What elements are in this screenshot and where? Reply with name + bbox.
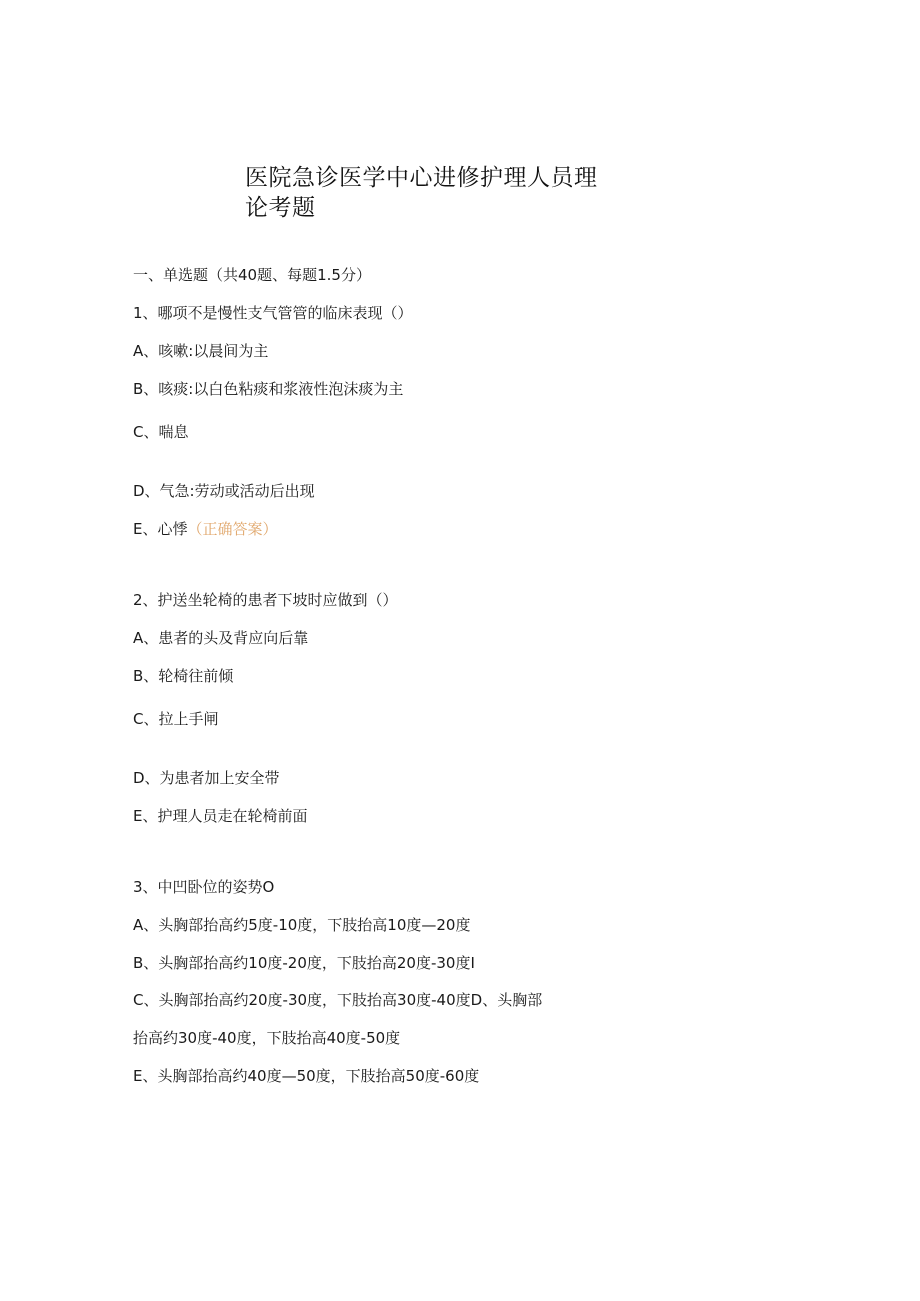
question-1-option-a: A、咳嗽:以晨间为主: [133, 342, 269, 360]
section-heading: 一、单选题（共40题、每题1.5分）: [133, 266, 371, 284]
correct-answer-tag: （正确答案）: [187, 520, 278, 538]
question-3-option-b: B、头胸部抬高约10度-20度，下肢抬高20度-30度I: [133, 954, 475, 972]
question-2-option-a: A、患者的头及背应向后靠: [133, 629, 309, 647]
question-1-option-b: B、咳痰:以白色粘痰和浆液性泡沫痰为主: [133, 380, 404, 398]
document-title: 医院急诊医学中心进修护理人员理论考题: [245, 165, 598, 221]
question-3-option-c-d-line1: C、头胸部抬高约20度-30度，下肢抬高30度-40度D、头胸部: [133, 991, 543, 1009]
question-1-option-e-row: [133, 519, 278, 539]
question-1-option-e: E、心悸: [133, 520, 188, 538]
question-3-stem: 3、中凹卧位的姿势O: [133, 878, 275, 896]
question-2-option-e: E、护理人员走在轮椅前面: [133, 807, 308, 825]
question-2-option-b: B、轮椅往前倾: [133, 667, 234, 685]
question-1-stem: 1、哪项不是慢性支气管管的临床表现（）: [133, 304, 413, 322]
question-3-option-c-d-line2: 抬高约30度-40度，下肢抬高40度-50度: [133, 1029, 401, 1047]
question-3-option-e: E、头胸部抬高约40度—50度，下肢抬高50度-60度: [133, 1067, 480, 1085]
question-1-option-c: C、喘息: [133, 423, 189, 441]
question-2-option-c: C、拉上手闸: [133, 710, 219, 728]
question-3-option-a: A、头胸部抬高约5度-10度，下肢抬高10度—20度: [133, 916, 471, 934]
question-1-option-d: D、气急:劳动或活动后出现: [133, 482, 315, 500]
question-2-stem: 2、护送坐轮椅的患者下坡时应做到（）: [133, 591, 398, 609]
question-2-option-d: D、为患者加上安全带: [133, 769, 280, 787]
